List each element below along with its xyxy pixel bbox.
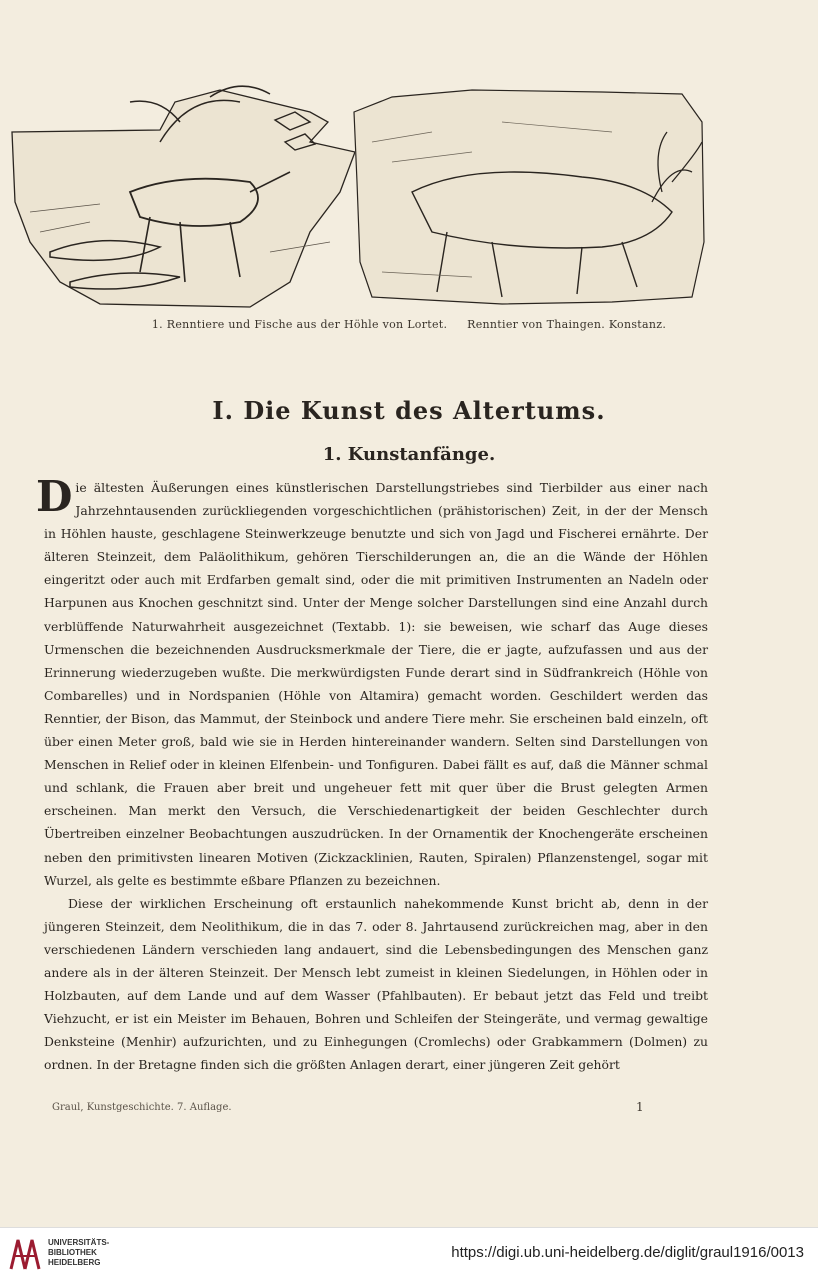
paragraph-1 — [36, 472, 708, 892]
figure-caption — [0, 318, 818, 331]
caption-lortet: 1. Renntiere und Fische aus der Höhle von Lortet. — [151, 318, 448, 331]
figure-reindeer-thaingen — [352, 82, 708, 312]
source-url-link[interactable]: https://digi.ub.uni-heidelberg.de/diglit/graul1916/0013 — [451, 1244, 804, 1261]
library-name — [48, 1238, 109, 1268]
caption-thaingen: Renntier von Thaingen. Konstanz. — [467, 318, 667, 331]
paragraph-2: Diese der wirklichen Erscheinung oft erstaunlich nahekommende Kunst bricht ab, denn in der jüngeren Steinzeit, dem Neolithikum, die in das 7. oder 8. Jahrtausend zurückreichen mag, aber in den verschiedenen Ländern verschieden lang andauert, sind die Lebensbedingungen des Menschen ganz andere als in der älteren Steinzeit. Der Mensch lebt zumeist in kleinen Siedelungen, in Höhlen oder in Holzbauten, auf dem Lande und auf dem Wasser (Pfahlbauten). Er bebaut jetzt das Feld und treibt Viehzucht, er ist ein Meister im Behauen, Bohren und Schleifen der Steingeräte, und vermag gewaltige Denksteine (Menhir) aufzurichten, und zu Einhegungen (Cromlechs) oder Grabkammern (Dolmen) zu ordnen. In der Bretagne finden sich die größten Anlagen derart, einer jüngeren Zeit gehört — [44, 895, 708, 1073]
footer-signature: Graul, Kunstgeschichte. 7. Auflage. — [52, 1102, 232, 1113]
chapter-title: I. Die Kunst des Altertums. — [212, 396, 606, 425]
drop-cap: D — [36, 472, 73, 521]
section-title: 1. Kunstanfänge. — [322, 444, 496, 465]
library-footer-bar — [0, 1227, 818, 1280]
library-name-line-2: BIBLIOTHEK — [48, 1248, 97, 1257]
engraving-lortet-illustration — [10, 82, 355, 312]
heidelberg-library-logo-icon — [8, 1236, 42, 1272]
paragraph-1-text: ie ältesten Äußerungen eines künstlerischen Darstellungstriebes sind Tierbilder aus einer nach Jahrzehntausenden zurückliegenden vorgeschichtlichen (prähistorischen) Zeit, in der der Mensch in Höhlen hauste, geschlagene Steinwerkzeuge benutzte und sich von Jagd und Fischerei ernährte. Der älteren Steinzeit, dem Paläolithikum, gehören Tierschilderungen an, die an die Wände der Höhlen eingeritzt oder auch mit Erdfarben gemalt sind, oder die mit primitiven Instrumenten an Nadeln oder Harpunen aus Knochen geschnitzt sind. Unter der Menge solcher Darstellungen sind eine Anzahl durch verblüffende Naturwahrheit ausgezeichnet (Textabb. 1): sie beweisen, wie scharf das Auge dieses Urmenschen die bezeichnenden Ausdrucksmerkmale der Tiere, die er jagte, aufzufassen und aus der Erinnerung wiederzugeben wußte. Die merkwürdigsten Funde derart sind in Südfrankreich (Höhle von Combarelles) und in Nordspanien (Höhle von Altamira) gemacht worden. Geschildert werden das Renntier, der Bison, das Mammut, der Steinbock und andere Tiere mehr. Sie erscheinen bald einzeln, oft über einen Meter groß, bald wie sie in Herden hintereinander wandern. Selten sind Darstellungen von Menschen in Relief oder in kleinen Elfenbein- und Tonfiguren. Dabei fällt es auf, daß die Männer schmal und schlank, die Frauen aber breit und ungeheuer fett mit quer über die Brust gelegten Armen erscheinen. Man merkt den Versuch, die Verschiedenartigkeit der beiden Geschlechter durch Übertreiben einzelner Beobachtungen auszudrücken. In der Ornamentik der Knochengeräte erscheinen neben den primitivsten linearen Motiven (Zickzacklinien, Rauten, Spiralen) Pflanzenstengel, sogar mit Wurzel, als gelte es bestimmte eßbare Pflanzen zu bezeichnen. — [44, 480, 708, 888]
body-text — [36, 472, 708, 1076]
library-name-line-3: HEIDELBERG — [48, 1258, 101, 1267]
library-name-line-1: UNIVERSITÄTS- — [48, 1238, 110, 1247]
engraving-thaingen-illustration — [352, 82, 708, 312]
figure-reindeer-and-fish-lortet — [10, 82, 355, 312]
page-number: 1 — [636, 1100, 644, 1114]
